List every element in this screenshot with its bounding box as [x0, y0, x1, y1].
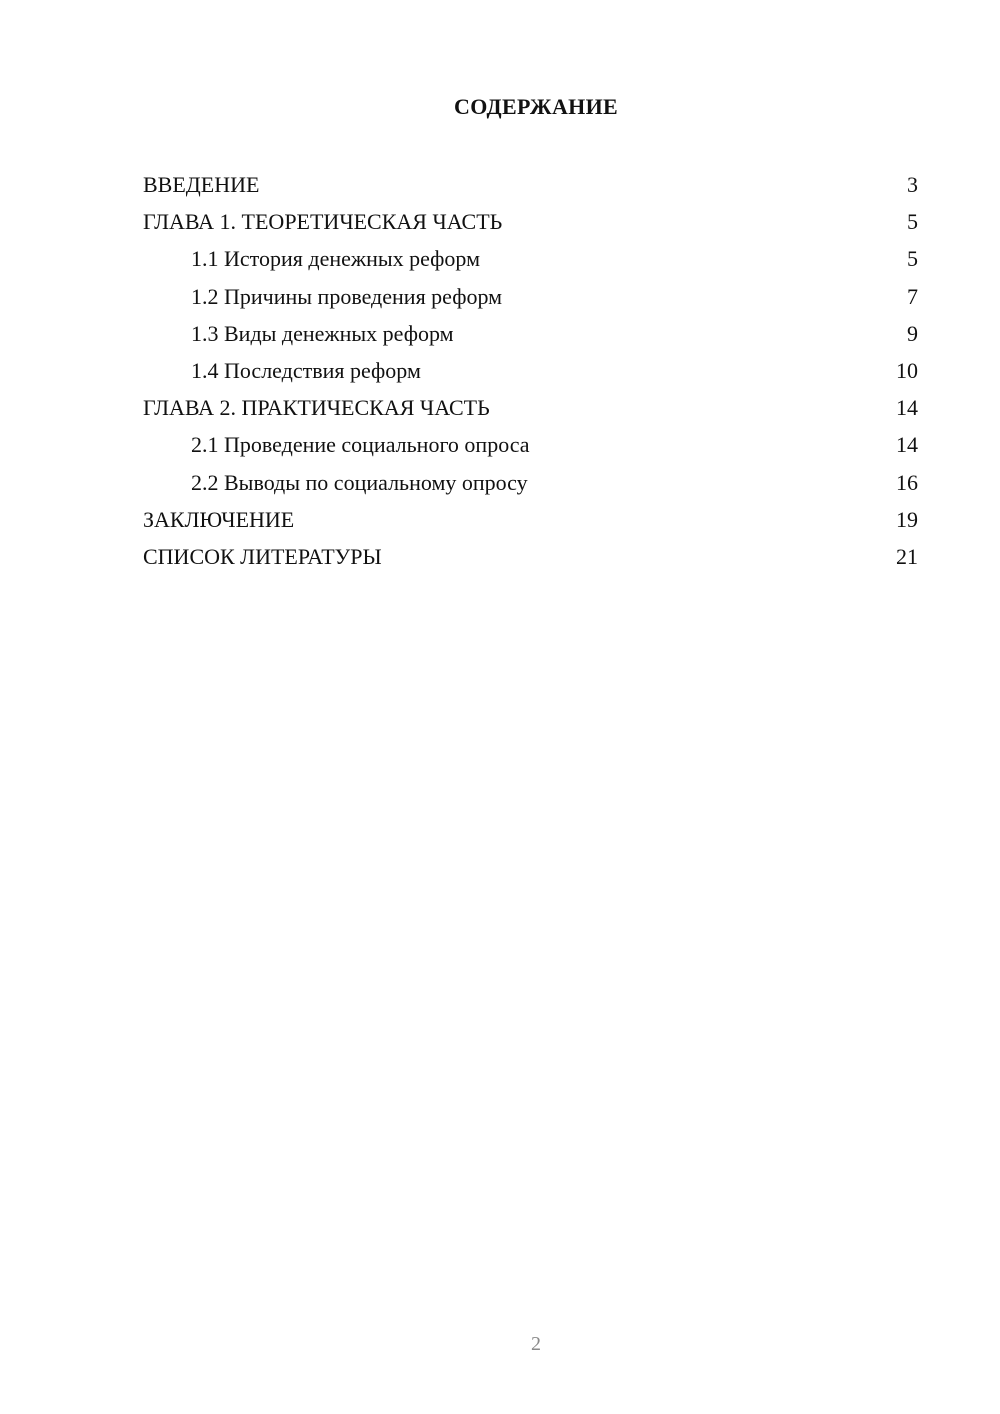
- toc-entry-section-2-1: [143, 426, 918, 463]
- toc-entry-references: [143, 538, 918, 575]
- toc-entry-page: 5: [907, 209, 918, 235]
- toc-entry-page: 7: [907, 283, 918, 309]
- toc-entry-conclusion: [143, 501, 918, 538]
- toc-entry-label: ЗАКЛЮЧЕНИЕ: [143, 506, 295, 532]
- toc-entry-label: 2.1 Проведение социального опроса: [191, 432, 530, 458]
- toc-entry-section-2-2: [143, 464, 918, 501]
- toc-entry-section-1-4: [143, 352, 918, 389]
- toc-entry-section-1-3: [143, 315, 918, 352]
- toc-entry-label: СПИСОК ЛИТЕРАТУРЫ: [143, 543, 382, 569]
- toc-entry-page: 19: [896, 506, 918, 532]
- toc-entry-page: 14: [896, 432, 918, 458]
- page-title: СОДЕРЖАНИЕ: [454, 94, 618, 119]
- toc-entry-label: ВВЕДЕНИЕ: [143, 172, 260, 197]
- toc-entry-label: ГЛАВА 1. ТЕОРЕТИЧЕСКАЯ ЧАСТЬ: [143, 209, 503, 235]
- toc-entry-page: 10: [896, 357, 918, 383]
- toc-entry-page: 5: [907, 246, 918, 272]
- toc-entry-label: 1.4 Последствия реформ: [191, 357, 421, 383]
- toc-entry-chapter-2: [143, 389, 918, 426]
- toc-entry-page: 3: [907, 172, 918, 197]
- toc-entry-label: 1.3 Виды денежных реформ: [191, 320, 454, 346]
- toc-entry-label: 2.2 Выводы по социальному опросу: [191, 469, 528, 495]
- toc-entry-page: 16: [896, 469, 918, 495]
- toc-entry-page: 14: [896, 395, 918, 421]
- toc-entry-introduction: [143, 166, 918, 203]
- toc-entry-section-1-1: [143, 240, 918, 277]
- toc-entry-label: ГЛАВА 2. ПРАКТИЧЕСКАЯ ЧАСТЬ: [143, 395, 490, 421]
- toc-entry-chapter-1: [143, 203, 918, 240]
- toc-entry-label: 1.2 Причины проведения реформ: [191, 283, 503, 309]
- toc-entry-label: 1.1 История денежных реформ: [191, 246, 480, 272]
- toc-entry-page: 21: [896, 543, 918, 569]
- page-number: 2: [531, 1333, 541, 1355]
- table-of-contents: [143, 166, 918, 575]
- toc-entry-page: 9: [907, 320, 918, 346]
- toc-entry-section-1-2: [143, 278, 918, 315]
